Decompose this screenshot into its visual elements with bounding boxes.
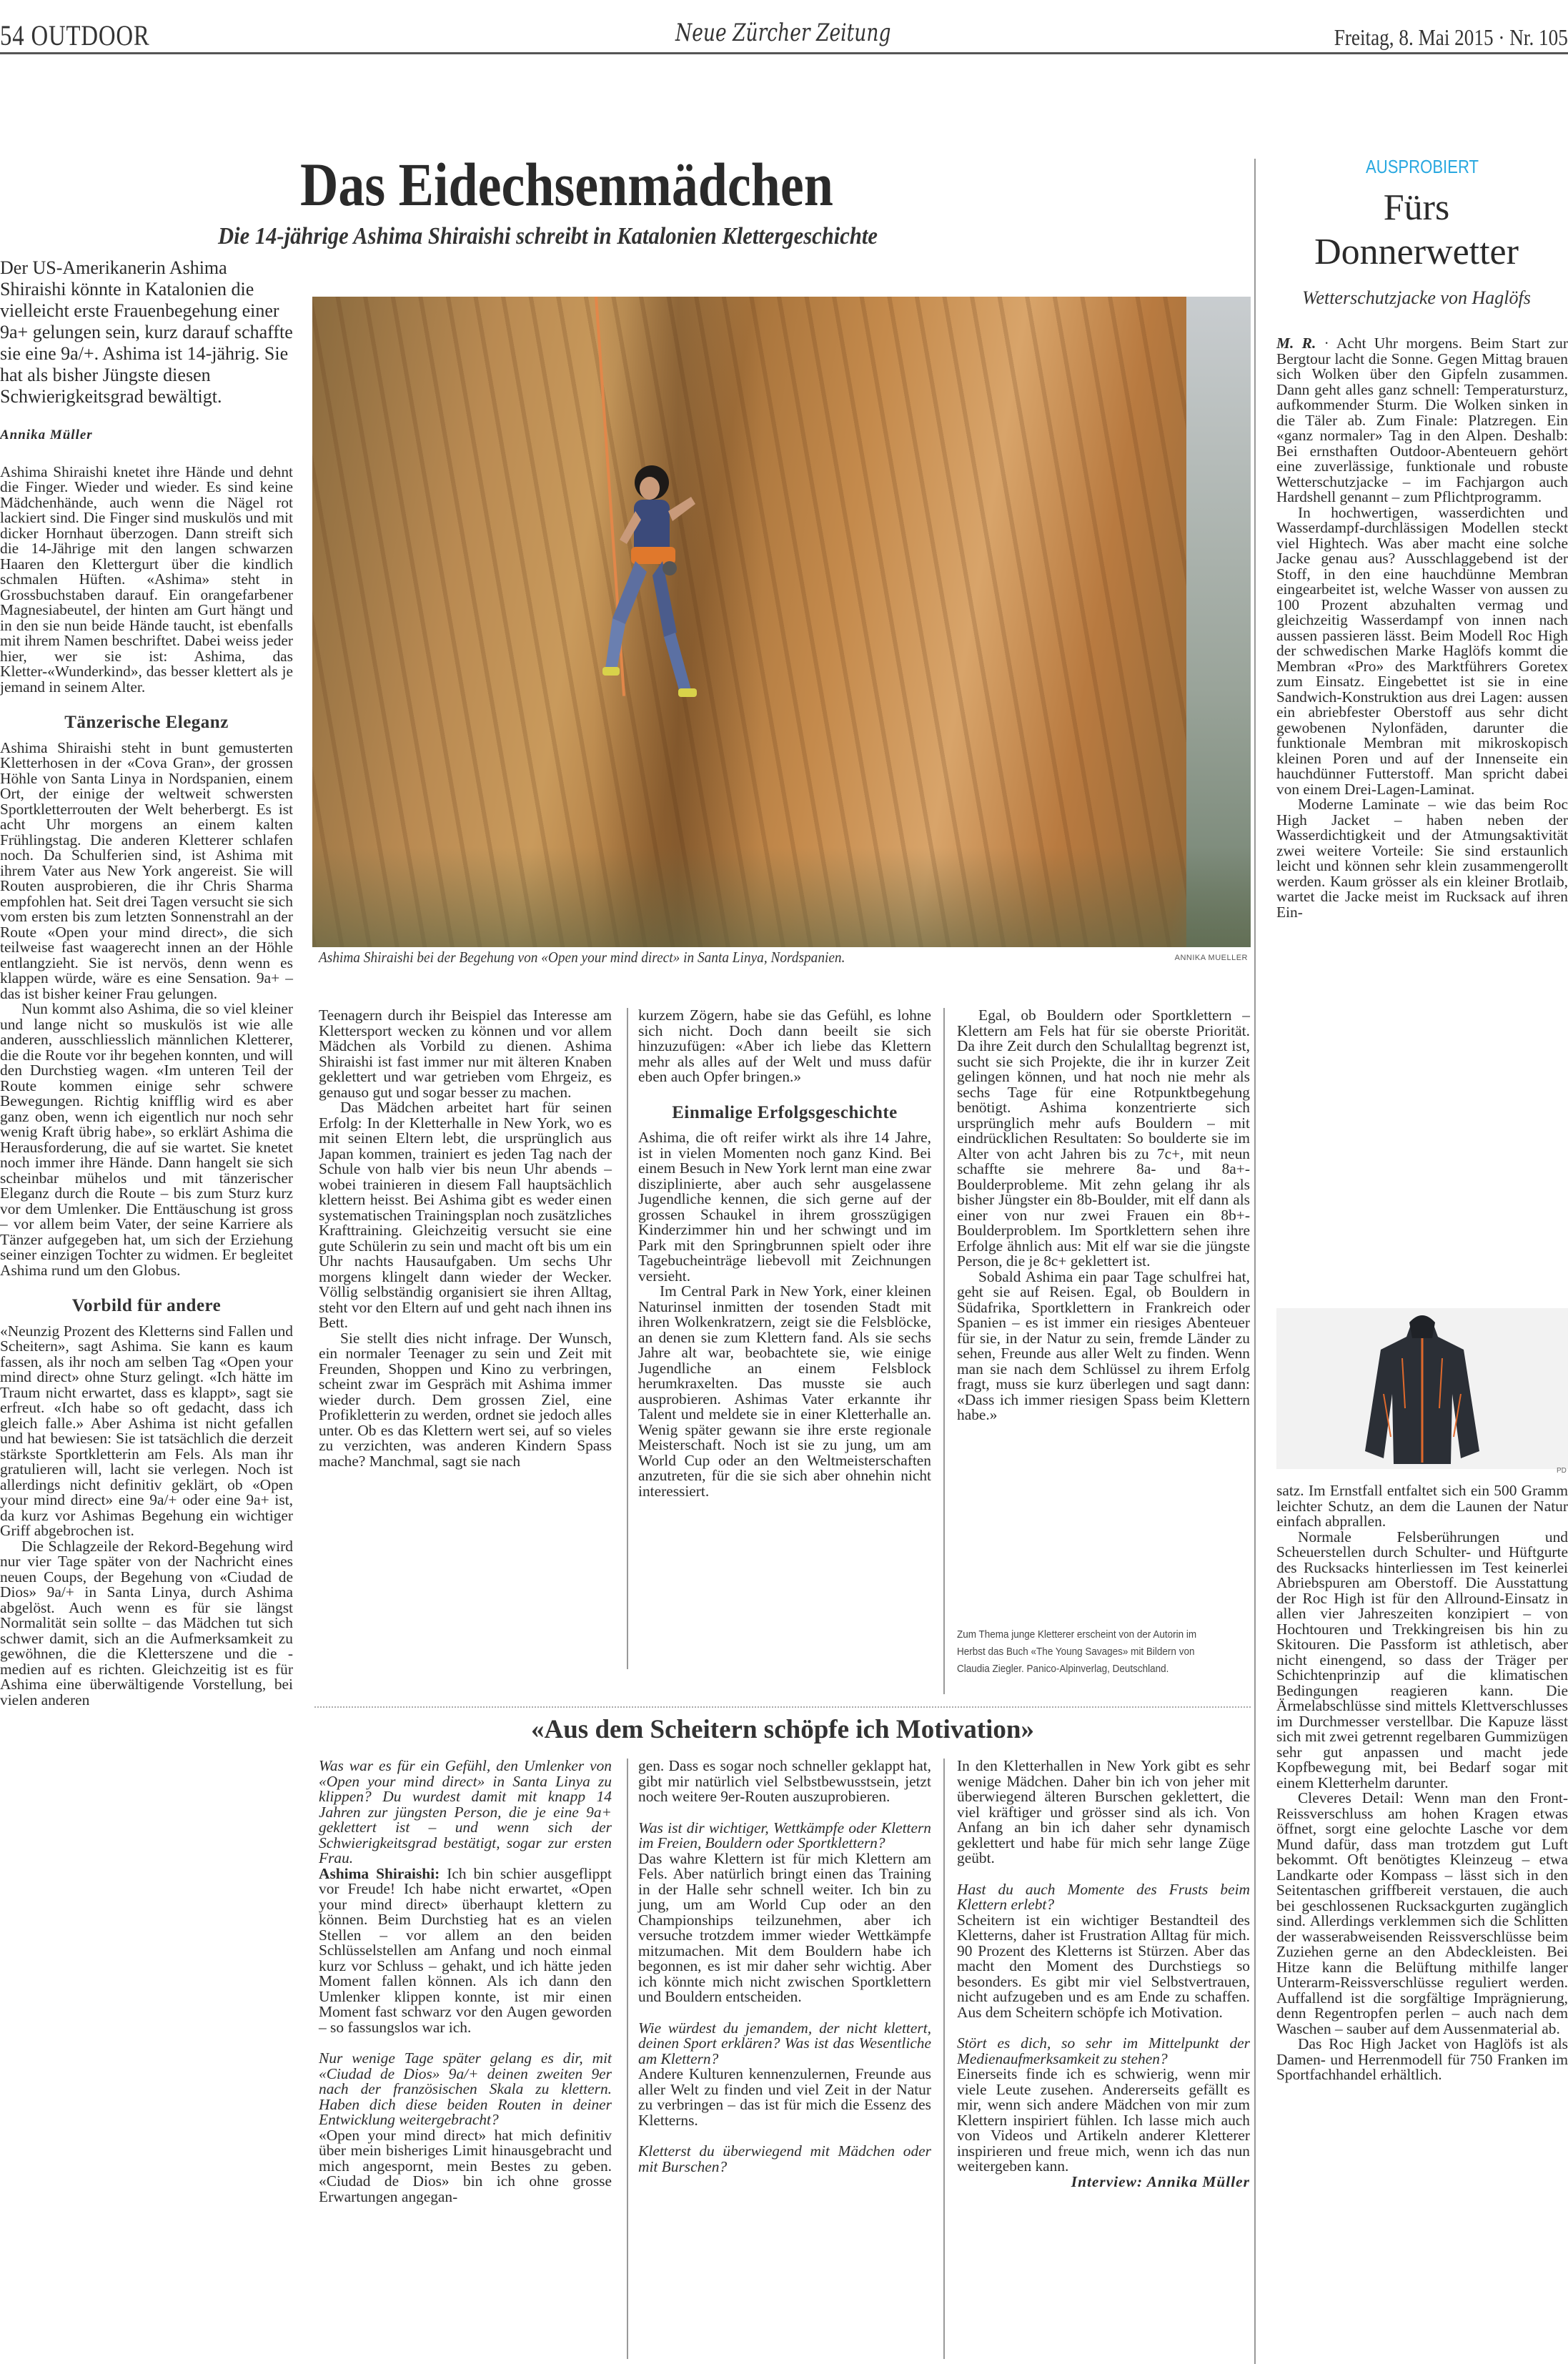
interview-column-3 bbox=[957, 1759, 1250, 2190]
interview-question: Nur wenige Tage später gelang es dir, mit «Ciudad de Dios» 9a/+ deinen zweiten 9er nach der französischen Skala zu klettern. Haben dich diese beiden Routen in deiner Entwicklung weitergebracht? bbox=[319, 2049, 612, 2128]
newspaper-name: Neue Zürcher Zeitung bbox=[675, 19, 891, 47]
answer-text: Ich bin schier ausgeflippt vor Freude! Ich habe nicht erwartet, «Open your mind direct» überhaupt klettern zu können. Beim Durchstieg hat es an vielen Stellen – vor allem an den beiden Schlüsselstellen am Anfang und noch einmal kurz vor Schluss – gehakt, und ich hätte jeden Moment fallen können. Als ich dann den Umlenker klippen konnte, ist mir einen Moment fast schwarz vor den Augen geworden – so fassungslos war ich. bbox=[319, 1864, 612, 2036]
subhead: Einmalige Erfolgsgeschichte bbox=[672, 1102, 898, 1122]
paragraph: satz. Im Ernstfall entfaltet sich ein 500 Gramm leichter Schutz, an dem die Launen der Natur einfach abprallen. bbox=[1276, 1482, 1568, 1530]
sidebar-column-top bbox=[1276, 336, 1568, 920]
sidebar-author: M. R. bbox=[1276, 335, 1316, 352]
interview-answer: Andere Kulturen kennenzulernen, Freunde aus aller Welt zu finden und viel Zeit in der Natur zu verbringen – das ist für mich die Essenz des Kletterns. bbox=[638, 2065, 931, 2129]
masthead bbox=[0, 0, 1568, 54]
paragraph: Das Roc High Jacket von Haglöfs ist als Damen- und Herrenmodell für 750 Franken im Sportfachhandel erhältlich. bbox=[1276, 2035, 1568, 2083]
article-subheadline: Die 14-jährige Ashima Shiraishi schreibt in Katalonien Klettergeschichte bbox=[218, 223, 878, 249]
book-note: Zum Thema junge Kletterer erscheint von der Autorin im Herbst das Buch «The Young Savages» mit Bildern von Claudia Ziegler. Panico-Alpinverlag, Deutschland. bbox=[957, 1628, 1197, 1675]
speaker-label: Ashima Shiraishi: bbox=[319, 1864, 440, 1882]
sidebar-column-bottom bbox=[1276, 1483, 1568, 2083]
column-divider bbox=[943, 1759, 945, 2359]
interview-column-2 bbox=[638, 1759, 931, 2175]
interview-signature: Interview: Annika Müller bbox=[1071, 2172, 1250, 2190]
photo-vegetation bbox=[312, 847, 1251, 947]
paragraph: Das Mädchen arbeitet hart für seinen Erfolg: In der Kletterhalle in New York, wo es mit seinen Eltern lebt, die ursprünglich aus Japan kommen, trainiert es jeden Tag nach der Schule von halb vier bis neun Uhr abends – wobei trainieren in diesem Fall hauptsächlich klettern heisst. Bei Ashima gibt es weder einen systematischen Trainingsplan noch zusätzliches Krafttraining. Gleichzeitig versucht sie eine gute Schülerin zu sein und macht oft bis um ein Uhr nachts Hausaufgaben. Um sechs Uhr morgens klingelt dann wieder der Wecker. Völlig selbständig organisiert sie ihren Alltag, steht vor den Eltern auf und geht nach ihnen ins Bett. bbox=[319, 1099, 612, 1331]
jacket-product-image bbox=[1276, 1308, 1568, 1469]
section-separator bbox=[314, 1706, 1251, 1708]
interview-answer: gen. Dass es sogar noch schneller geklappt hat, gibt mir natürlich viel Selbstbewusstsein, jetzt noch weitere 9er-Routen auszuprobieren. bbox=[638, 1757, 931, 1805]
sidebar-title-line: Donnerwetter bbox=[1314, 232, 1519, 272]
author-byline: Annika Müller bbox=[0, 427, 93, 442]
interview-column-1 bbox=[319, 1759, 612, 2205]
paragraph: Cleveres Detail: Wenn man den Front-Reissverschluss am hohen Kragen etwas öffnet, sorgt eine gelochte Lasche vor dem Mund dafür, dass man trotzdem gut Luft bekommt. Oft benötigtes Kleinzeug – etwa Landkarte oder Kompass – lässt sich in den Seitentaschen griffbereit verstauen, die auch bei geschlossenen Rucksackgurten zugänglich sind. Allerdings verklemmen sich die Schlitten der wasserabweisenden Reissverschlüsse beim Zuziehen gerne an den Abdeckleisten. Bei Hitze kann die Belüftung mithilfe langer Unterarm-Reissverschlüsse reguliert werden. Auffallend ist die sorgfältige Imprägnierung, denn Regentropfen perlen – auch nach dem Waschen – sauber auf dem Aussenmaterial ab. bbox=[1276, 1789, 1568, 2037]
paragraph: Die Schlagzeile der Rekord-Begehung wird nur vier Tage später von der Nachricht eines neuen Coups, der Begehung von «Ciudad de Dios» 9a/+ in Santa Linya, durch Ashima abgelöst. Auch wenn es für sie längst Normalität sein sollte – das Mädchen tut sich schwer damit, sich an die Aufmerksamkeit zu gewöhnen, die die Kletterszene und die -medien auf es richten. Gleichzeitig ist es für Ashima eine überwältigende Vorstellung, bei vielen anderen bbox=[0, 1537, 293, 1708]
interview-question: Hast du auch Momente des Frusts beim Klettern erlebt? bbox=[957, 1880, 1250, 1913]
interview-answer: Das wahre Klettern ist für mich Klettern am Fels. Aber natürlich bringt einen das Training in der Halle sehr schnell weiter. Ich bin zu jung, um am World Cup oder an den Championships teilzunehmen, aber ich versuche trotzdem immer wieder Wettkämpfe mitzumachen. Mit dem Bouldern habe ich begonnen, es ist mir daher sehr wichtig. Aber ich könnte mich nicht zwischen Sportklettern und Bouldern entscheiden. bbox=[638, 1849, 931, 2005]
interview-answer: Scheitern ist ein wichtiger Bestandteil des Kletterns, daher ist Frustration Alltag für mich. 90 Prozent des Kletterns ist Stürzen. Aber das macht den Moment des Durchstiegs so besonders. Es gibt mir viel Selbstvertrauen, nicht aufzugeben und es am Ende zu schaffen. Aus dem Scheitern schöpfe ich Motivation. bbox=[957, 1911, 1250, 2021]
sidebar-subtitle: Wetterschutzjacke von Haglöfs bbox=[1302, 287, 1531, 308]
author-separator: · bbox=[1316, 335, 1336, 352]
paragraph: «Neunzig Prozent des Kletterns sind Fallen und Scheitern», sagt Ashima. Sie kann es kaum fassen, als ihr noch am selben Tag «Open your mind direct» ohne Sturz gelingt. «Ich hätte im Traum nicht erwartet, dass es klappt», sagt sie erfreut. «Ich habe so oft gedacht, dass ich gleich falle.» Aber Ashima ist nicht gefallen und hat bewiesen: Sie ist tatsächlich die derzeit stärkste Sportkletterin am Fels. Als man ihr gratulieren will, lacht sie verlegen. Noch ist allerdings nicht definitiv geklärt, ob «Open your mind direct» eine 9a/+ oder eine 9a+ ist, da kurz vor Ashimas Begehung ein wichtiger Griff abgebrochen ist. bbox=[0, 1322, 293, 1539]
paragraph: Teenagern durch ihr Beispiel das Interesse am Klettersport wecken zu können und vor allem Mädchen als Vorbild zu dienen. Ashima Shiraishi ist fast immer nur mit älteren Knaben geklettert und war getrieben vom Ehrgeiz, es genauso gut und sogar besser zu machen. bbox=[319, 1007, 612, 1101]
paragraph: Moderne Laminate – wie das beim Roc High Jacket – haben neben der Wasserdichtigkeit und der Atmungsaktivität zwei weitere Vorteile: Sie sind erstaunlich leicht und können sehr klein zusammengerollt werden. Kaum grösser als ein kleiner Brotlaib, wartet die Jacke meist im Rucksack auf ihren Ein- bbox=[1276, 796, 1568, 921]
column-divider bbox=[943, 1008, 945, 1694]
paragraph: Ashima Shiraishi knetet ihre Hände und dehnt die Finger. Wieder und wieder. Es sind keine Mädchenhände, auch wenn die Nägel rot lackiert sind. Die Finger sind muskulös und mit dicker Hornhaut überzogen. Dann streift sich die 14-Jährige mit den langen schwarzen Haaren den Klettergurt über die kindlich schmalen Hüften. «Ashima» steht in Grossbuchstaben darauf. Ein orangefarbener Magnesiabeutel, der hinten am Gurt hängt und in den sie nun beide Hände taucht, ist ebenfalls mit ihrem Namen beschriftet. Dabei weiss jeder hier, wer sie ist: Ashima, das Kletter-«Wunderkind», das besser klettert als je jemand in seinem Alter. bbox=[0, 463, 293, 696]
issue-date: Freitag, 8. Mai 2015 · Nr. 105 bbox=[1334, 24, 1568, 50]
interview-question: Stört es dich, so sehr im Mittelpunkt der Medienaufmerksamkeit zu stehen? bbox=[957, 2034, 1250, 2067]
paragraph: Im Central Park in New York, einer kleinen Naturinsel inmitten der tosenden Stadt mit ihren Wolkenkratzern, zeigt sie die Felsblöcke, an denen sie zum Klettern fand. Als sie sechs Jahre alt war, beobachtete sie, wie einige Jugendliche an einem Felsblock herumkraxelten. Das musste sie auch ausprobieren. Ashimas Vater erkannte ihr Talent und meldete sie in einer Kletterhalle an. Wenig später gewann sie ihre erste regionale Meisterschaft. Noch ist sie zu jung, um am World Cup oder an den Weltmeisterschaften anzutreten, für die sie sich aber ohnehin nicht interessiert. bbox=[638, 1282, 931, 1500]
paragraph: Ashima Shiraishi steht in bunt gemusterten Kletterhosen in der «Cova Gran», der grossen Höhle von Santa Linya in Nordspanien, einem Ort, der einige der weltweit schwersten Sportkletterrouten der Welt beherbergt. Es ist acht Uhr morgens an einem kalten Frühlingstag. Die anderen Kletterer schlafen noch. Da Schulferien sind, ist Ashima mit ihrem Vater aus New York angereist. Sie will Routen ausprobieren, die ihr Chris Sharma empfohlen hat. Seit drei Tagen versucht sie sich vom ersten bis zum letzten Sonnenstrahl an der Route «Open your mind direct», die sich teilweise fast waagerecht innen an der Höhle entlangzieht. Sie ist nervös, denn wenn es klappen würde, wäre es eine Sensation. 9a+ – das ist bisher keiner Frau gelungen. bbox=[0, 738, 293, 1002]
article-column-4 bbox=[957, 1008, 1250, 1423]
article-headline: Das Eidechsenmädchen bbox=[300, 150, 833, 219]
paragraph: Egal, ob Bouldern oder Sportklettern – Klettern am Fels hat für sie oberste Priorität. Da ihre Zeit durch den Schulalltag begrenzt ist, sucht sie sich Projekte, die ihr in kurzer Zeit gelingen können, und hat noch nie mehr als sechs Tage für eine Rotpunktbegehung benötigt. Ashima konzentrierte sich ursprünglich mehr aufs Bouldern – mit eindrücklichen Resultaten: So boulderte sie im Alter von acht Jahren bis zu 7c+, mit neun schaffte sie mehrere 8a- und 8a+-Boulderprobleme. Mit zehn gelang ihr als bisher Jüngster ein 8b-Boulder, mit elf dann als einer von nur zwei Frauen ein 8b+-Boulderproblem. Im Sportklettern sehen ihre Erfolge ähnlich aus: Mit elf war sie die jüngste Person, die je 8c+ geklettert ist. bbox=[957, 1007, 1250, 1270]
column-divider bbox=[627, 1759, 628, 2359]
climber-figure bbox=[584, 454, 713, 711]
jacket-icon bbox=[1276, 1308, 1568, 1469]
paragraph: Normale Felsberührungen und Scheuerstellen durch Schulter- und Hüftgurte des Rucksacks hinterliessen im Test keinerlei Abriebspuren am Oberstoff. Die Ausstattung der Roc High ist für den Allround-Einsatz in allen vier Jahreszeiten konzipiert – von Hochtouren und Trekkingreisen bis hin zu Skitouren. Die Passform ist athletisch, aber nicht einengend, so dass der Träger per Schichtenprinzip auf die klimatischen Bedingungen reagieren kann. Die Ärmelabschlüsse sind mittels Klettverschlusses im Durchmesser verstellbar. Die Kapuze lässt sich mit zwei getrennt regelbaren Gummizügen sehr gut anpassen und macht jede Kopfbewegung mit, bei Bedarf sogar mit einem Kletterhelm darunter. bbox=[1276, 1528, 1568, 1791]
interview-answer: Einerseits finde ich es schwierig, wenn mir viele Leute zusehen. Andererseits gefällt es mir, wenn sich andere Mädchen von mir zum Klettern inspiriert fühlen. Ich lasse mich auch von Videos und Artikeln anderer Kletterer inspirieren und freue mich, wenn ich das nun weitergeben kann. bbox=[957, 2065, 1250, 2175]
paragraph: Nun kommt also Ashima, die so viel kleiner und lange nicht so muskulös ist wie alle anderen, ausschliesslich männlichen Kletterer, die die Route vor ihr begehen konnten, und will den Durchstieg wagen. «Im unteren Teil der Route kommen einige sehr schwere Bewegungen. Richtig knifflig wird es aber ganz oben, wenn ich eigentlich nur noch sehr wenig Kraft übrig habe», so erklärt Ashima die Herausforderung, die auf sie wartet. Sie knetet noch immer ihre Hände. Dann hangelt sie sich scheinbar mühelos und mit tänzerischer Eleganz durch die Route – bis zum Sturz kurz vor dem Umlenker. Die Enttäuschung ist gross – vor allem beim Vater, der seine Karriere als Tänzer aufgegeben hat, um sich der Erziehung seiner einzigen Tochter zu widmen. Er begleitet Ashima rund um den Globus. bbox=[0, 1000, 293, 1279]
paragraph: kurzem Zögern, habe sie das Gefühl, es lohne sich nicht. Doch dann beeilt sie sich hinzuzufügen: «Aber ich liebe das Klettern mehr als alles auf der Welt und muss dafür eben auch Opfer bringen.» bbox=[638, 1007, 931, 1085]
paragraph: Sie stellt dies nicht infrage. Der Wunsch, ein normaler Teenager zu sein und Zeit mit Freunden, Shoppen und Kino zu verbringen, scheint zwar im Gespräch mit Ashima immer wieder durch. Dem grossen Ziel, eine Profikletterin zu werden, ordnet sie jedoch alles unter. Ob es das Klettern wert sei, auf so vieles zu verzichten, was anderen Kindern Spass mache? Manchmal, sagt sie nach bbox=[319, 1329, 612, 1470]
paragraph-text: Acht Uhr morgens. Beim Start zur Bergtour lacht die Sonne. Gegen Mittag brauen sich Wolken über den Gipfeln zusammen. Dann geht alles ganz schnell: Temperatursturz, aufkommender Sturm. Die Wolken sinken in die Täler ab. Zum Finale: Platzregen. Ein «ganz normaler» Tag in den Alpen. Deshalb: Bei ernsthaften Outdoor-Abenteuern gehört eine zuverlässige, funktionale und robuste Wetterschutzjacke – im Fachjargon auch Hardshell genannt – zum Pflichtprogramm. bbox=[1276, 335, 1568, 505]
climbing-photo bbox=[312, 297, 1251, 947]
interview-title: «Aus dem Scheitern schöpfe ich Motivation» bbox=[531, 1715, 1034, 1744]
interview-question: Was war es für ein Gefühl, den Umlenker von «Open your mind direct» in Santa Linya zu klippen? Du wurdest damit mit knapp 14 Jahren zur jüngsten Person, die je eine 9a+ geklettert ist – und wenn sich der Schwierigkeitsgrad bestätigt, sogar zur ersten Frau. bbox=[319, 1757, 612, 1866]
subhead: Tänzerische Eleganz bbox=[64, 713, 229, 732]
interview-question: Kletterst du überwiegend mit Mädchen oder mit Burschen? bbox=[638, 2142, 931, 2175]
article-column-2 bbox=[319, 1008, 612, 1469]
image-credit: PD bbox=[1557, 1467, 1567, 1475]
interview-question: Was ist dir wichtiger, Wettkämpfe oder Klettern im Freien, Bouldern oder Sportklettern? bbox=[638, 1819, 931, 1851]
paragraph: Sobald Ashima ein paar Tage schulfrei hat, geht sie auf Reisen. Egal, ob Bouldern in Südafrika, Sportklettern in Frankreich oder Spanien – es ist immer ein riesiges Abenteuer für sie, in der Natur zu sein, fremde Länder zu sehen, Freunde aus aller Welt zu finden. Wenn man sie nach dem Schlüssel zu ihrem Erfolg fragt, muss sie kurz überlegen und sagt dann: «Dass ich immer riesigen Spass beim Klettern habe.» bbox=[957, 1267, 1250, 1423]
photo-caption: Ashima Shiraishi bei der Begehung von «Open your mind direct» in Santa Linya, Nordspanien. bbox=[319, 949, 845, 966]
photo-credit: ANNIKA MUELLER bbox=[1174, 954, 1248, 962]
interview-answer bbox=[319, 1866, 612, 2036]
paragraph: Ashima, die oft reifer wirkt als ihre 14 Jahre, ist in vielen Momenten noch ganz Kind. Bei einem Besuch in New York lernt man eine zwar disziplinierte, aber auch sehr ausgelassene Jugendliche kennen, die sich gerne auf der grossen Schaukel in ihrem grosszügigen Kinderzimmer hin und her schwingt und im Park mit den Springbrunnen spielt oder ihre Tagebucheinträge liebevoll mit Zeichnungen versieht. bbox=[638, 1129, 931, 1285]
sidebar-kicker: AUSPROBIERT bbox=[1365, 156, 1479, 177]
column-divider bbox=[627, 1008, 628, 1669]
interview-question: Wie würdest du jemandem, der nicht klettert, deinen Sport erklären? Was ist das Wesentliche am Klettern? bbox=[638, 2019, 931, 2067]
paragraph bbox=[1276, 336, 1568, 505]
article-column-1 bbox=[0, 257, 293, 1708]
article-column-3 bbox=[638, 1008, 931, 1499]
article-lead: Der US-Amerikanerin Ashima Shiraishi könnte in Katalonien die vielleicht erste Frauenbegehung einer 9a+ gelungen sein, kurz darauf schaffte sie eine 9a/+. Ashima ist 14-jährig. Sie hat als bisher Jüngste diesen Schwierigkeitsgrad bewältigt. bbox=[0, 257, 293, 407]
paragraph: In hochwertigen, wasserdichten und Wasserdampf-durchlässigen Modellen steckt viel Hightech. Was aber macht eine solche Jacke genau aus? Ausschlaggebend ist der Stoff, in den eine hauchdünne Membran eingearbeitet ist, welche Wasser von aussen zu 100 Prozent abzuhalten vermag und gleichzeitig Wasserdampf von innen nach aussen passieren lässt. Beim Modell Roc High der schwedischen Marke Haglöfs kommt die Membran «Pro» des Marktführers Goretex zum Einsatz. Eingebettet ist sie in eine Sandwich-Konstruktion aus drei Lagen: aussen ein abriebfester Oberstoff aus sehr dicht gewobenen Nylonfäden, darunter die funktionale Membran mit mikroskopisch kleinen Poren und auf der Innenseite ein hauchdünner Futterstoff. Man spricht dabei von einem Drei-Lagen-Laminat. bbox=[1276, 503, 1568, 798]
sidebar-divider bbox=[1254, 159, 1256, 2364]
sidebar-title-line: Fürs bbox=[1383, 187, 1450, 228]
subhead: Vorbild für andere bbox=[71, 1296, 222, 1315]
interview-answer: In den Kletterhallen in New York gibt es sehr wenige Mädchen. Daher bin ich von jeher mit überwiegend älteren Burschen geklettert, die viel kräftiger und grösser sind als ich. Von Anfang an bin ich daher sehr dynamisch geklettert und habe für mich sehr lange Züge geübt. bbox=[957, 1757, 1250, 1866]
sidebar-title bbox=[1265, 186, 1568, 275]
section-label: 54 OUTDOOR bbox=[0, 19, 150, 51]
interview-answer: «Open your mind direct» hat mich definitiv über mein bisheriges Limit hinausgebracht und mich angespornt, mein Bestes zu geben. «Ciudad de Dios» bin ich ohne grosse Erwartungen angegan- bbox=[319, 2126, 612, 2205]
